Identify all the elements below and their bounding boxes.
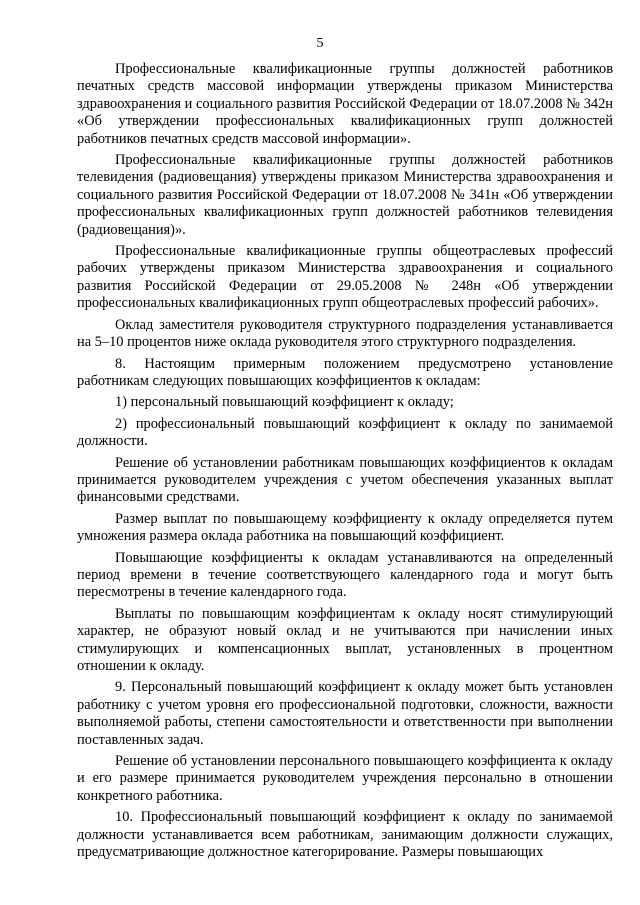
paragraph-deputy-salary: Оклад заместителя руководителя структурного подразделения устанавливается на 5–10 процентов ниже оклада руководителя этого структурного подразделения. bbox=[77, 316, 613, 351]
paragraph-item-10: 10. Профессиональный повышающий коэффициент к окладу по занимаемой должности устанавливается всем работникам, занимающим должности служащих, предусматривающие должностное категорирование. Размеры повышающих bbox=[77, 809, 613, 861]
paragraph-stimulating-character: Выплаты по повышающим коэффициентам к окладу носят стимулирующий характер, не образуют новый оклад и не учитываются при начислении иных стимулирующих и компенсационных выплат, установленных в процентном отношении к окладу. bbox=[77, 605, 613, 674]
document-body bbox=[77, 61, 613, 865]
paragraph-decision-coefficients: Решение об установлении работникам повышающих коэффициентов к окладам принимается руководителем учреждения с учетом обеспечения указанных выплат финансовыми средствами. bbox=[77, 454, 613, 506]
paragraph-worker-professions-groups: Профессиональные квалификационные группы общеотраслевых профессий рабочих утверждены приказом Министерства здравоохранения и социального развития Российской Федерации от 29.05.2008 № 248н «Об утверждении профессиональных квалификационных групп общеотраслевых профессий рабочих». bbox=[77, 243, 613, 312]
paragraph-print-media-groups: Профессиональные квалификационные группы должностей работников печатных средств массовой информации утверждены приказом Министерства здравоохранения и социального развития Российской Федерации от 18.07.2008 № 342н «Об утверждении профессиональных квалификационных групп должностей работников печатных средств массовой информации». bbox=[77, 61, 613, 147]
paragraph-personal-decision: Решение об установлении персонального повышающего коэффициента к окладу и его размере принимается руководителем учреждения персонально в отношении конкретного работника. bbox=[77, 753, 613, 804]
paragraph-television-groups: Профессиональные квалификационные группы должностей работников телевидения (радиовещания) утверждены приказом Министерства здравоохранения и социального развития Российской Федерации от 18.07.2008 № 341н «Об утверждении профессиональных квалификационных групп должностей работников телевидения (радиовещания)». bbox=[77, 152, 613, 238]
paragraph-item-8: 8. Настоящим примерным положением предусмотрено установление работникам следующих повышающих коэффициентов к окладам: bbox=[77, 355, 613, 389]
list-item-professional-coefficient: 2) профессиональный повышающий коэффициент к окладу по занимаемой должности. bbox=[77, 415, 613, 450]
list-item-personal-coefficient: 1) персональный повышающий коэффициент к окладу; bbox=[115, 394, 454, 411]
paragraph-payment-size: Размер выплат по повышающему коэффициенту к окладу определяется путем умножения размера оклада работника на повышающий коэффициент. bbox=[77, 510, 613, 545]
paragraph-coefficient-period: Повышающие коэффициенты к окладам устанавливаются на определенный период времени в течение соответствующего календарного года и могут быть пересмотрены в течение календарного года. bbox=[77, 549, 613, 601]
page-number: 5 bbox=[316, 36, 324, 51]
paragraph-item-9: 9. Персональный повышающий коэффициент к окладу может быть установлен работнику с учетом уровня его профессиональной подготовки, сложности, важности выполняемой работы, степени самостоятельности и ответственности при выполнении поставленных задач. bbox=[77, 679, 613, 748]
